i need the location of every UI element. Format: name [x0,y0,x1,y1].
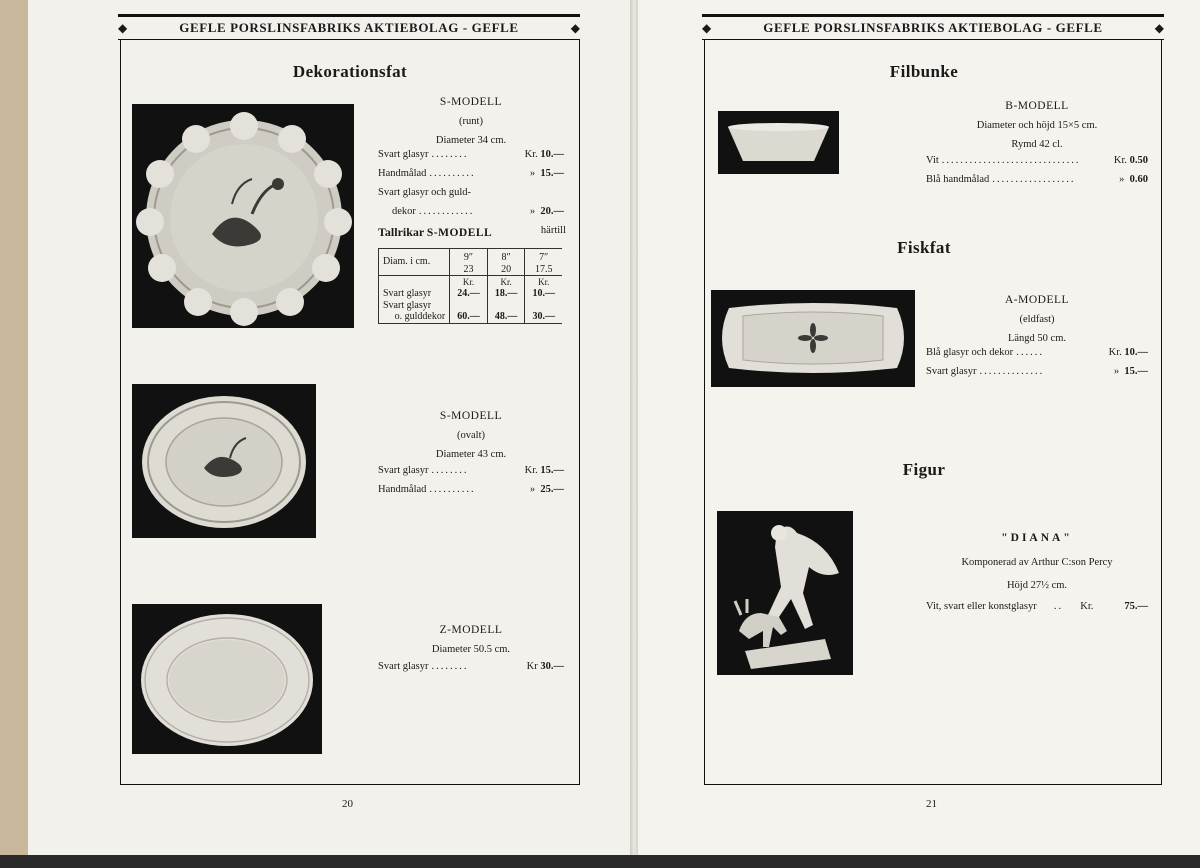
item2-block [378,406,564,464]
price-row [378,481,564,500]
price-value: 0.60 [1129,173,1148,185]
price-row [378,203,564,222]
fiskfat-title: Fiskfat [897,238,951,257]
filbunke-block [926,96,1148,154]
currency: Kr [526,661,538,672]
item1-shape: (runt) [459,115,483,127]
price-row [378,658,564,677]
scan-edge [0,855,1200,868]
right-header-text: GEFLE PORSLINSFABRIKS AKTIEBOLAG - GEFLE [763,20,1103,35]
price-label: Blå glasyr och dekor [926,347,1014,358]
plates-suffix: härtill [540,225,566,236]
currency: Kr. [1113,155,1127,166]
currency: » [1119,173,1125,185]
price-value: 30.— [540,661,564,672]
price-row [378,165,564,184]
price-label: Svart glasyr och guld- [378,186,472,198]
plates-heading [378,222,566,244]
price-label: Svart glasyr [378,661,429,672]
item2-model: S-MODELL [439,410,503,422]
price-label: Svart glasyr [378,465,429,476]
price-value: 10.— [1124,347,1148,358]
price-label: Handmålad [378,483,427,495]
price-value: 15.— [1124,365,1148,377]
price-label: Blå handmålad [926,173,990,185]
price-label: Vit [926,155,939,166]
diamond-icon: ◆ [118,21,128,35]
filbunke-title: Filbunke [889,62,959,81]
leader-dots: ...... [1016,347,1044,358]
leader-dots: ........ [431,661,469,672]
z-plate-photo [132,604,322,754]
plates-title: Tallrikar [378,225,425,239]
price-value: 0.50 [1129,155,1148,166]
table-row [379,249,563,276]
table-row [379,300,563,324]
diana-height: Höjd 27½ cm. [1006,580,1068,592]
table-cell: 8″ 20 [487,249,525,276]
currency: » [1113,365,1120,377]
table-cell: Diam. i cm. [379,249,450,276]
table-cell: Kr. 24.— [450,276,488,300]
diana-prices [926,598,1148,617]
plates-table [378,248,562,324]
fiskfat-model: A-MODELL [1004,294,1070,306]
currency: Kr. [524,465,538,476]
diamond-icon: ◆ [702,21,712,35]
leader-dots: .......... [429,483,476,495]
item2-prices [378,462,564,500]
fiskfat-block [926,290,1148,348]
item1-model: S-MODELL [439,96,503,108]
price-row [378,146,564,165]
leader-dots: .............................. [941,155,1081,166]
price-label: Svart glasyr [378,149,429,160]
table-cell: 30.— [525,300,562,324]
item1-size: Diameter 34 cm. [435,134,507,146]
currency: » [529,205,536,217]
book-gutter [630,0,638,860]
left-page-number: 20 [342,798,353,810]
price-value: 15.— [540,465,564,476]
diamond-icon: ◆ [1154,21,1164,35]
table-cell: 60.— [450,300,488,324]
price-row [926,152,1148,171]
oval-plate-photo [132,384,316,538]
fiskfat-size: Längd 50 cm. [1007,332,1067,344]
leader-dots: ........ [431,149,469,160]
diana-figure-photo [717,511,853,675]
left-header-text: GEFLE PORSLINSFABRIKS AKTIEBOLAG - GEFLE [179,20,519,35]
leader-dots: ............ [418,205,475,217]
price-value: 15.— [540,167,564,179]
price-row [926,171,1148,190]
filbunke-model: B-MODELL [1005,100,1069,112]
left-header [118,14,580,40]
price-value: 20.— [540,205,564,217]
item1-block [378,92,564,150]
table-cell: Svart glasyr o. gulddekor [379,300,450,324]
item2-shape: (ovalt) [457,429,485,441]
round-plate-photo [132,104,354,328]
fiskfat-note: (eldfast) [1019,313,1055,325]
price-value: 10.— [540,149,564,160]
item3-size: Diameter 50.5 cm. [431,643,511,655]
price-value: 75.— [1124,601,1148,612]
price-value: 25.— [540,483,564,495]
item2-size: Diameter 43 cm. [435,448,507,460]
table-cell: 9″ 23 [450,249,488,276]
table-row [379,276,563,300]
table-cell: 7″ 17.5 [525,249,562,276]
item3-model: Z-MODELL [439,624,503,636]
left-title: Dekorationsfat [292,62,408,81]
table-cell: Kr. 10.— [525,276,562,300]
price-row [378,462,564,481]
table-cell: Kr. 18.— [487,276,525,300]
table-cell: Svart glasyr [379,276,450,300]
item3-block [378,620,564,660]
item1-prices [378,146,564,222]
price-row [926,363,1148,382]
price-label: Svart glasyr [926,365,977,377]
item3-prices [378,658,564,677]
right-page-number: 21 [926,798,937,810]
table-cell: 48.— [487,300,525,324]
filbunke-volume: Rymd 42 cl. [1011,138,1063,150]
diana-designer: Komponerad av Arthur C:son Percy [961,557,1113,569]
leader-dots: .. [1053,601,1064,612]
price-row [926,598,1148,617]
leader-dots: ........ [431,465,469,476]
currency: Kr. [524,149,538,160]
diana-block [926,526,1148,597]
fiskfat-prices [926,344,1148,382]
plates-model: S-MODELL [426,227,493,239]
diamond-icon: ◆ [570,21,580,35]
currency: Kr. [1080,601,1094,612]
price-label: Vit, svart eller konstglasyr [926,601,1037,612]
price-label: Handmålad [378,167,427,179]
price-label: dekor [392,205,416,217]
leader-dots: .................. [992,173,1076,185]
filbunke-prices [926,152,1148,190]
diana-name: "DIANA" [1001,532,1073,544]
figur-title: Figur [902,460,946,479]
fish-dish-photo [711,290,915,387]
price-row [926,344,1148,363]
currency: » [529,483,536,495]
right-header [702,14,1164,40]
bowl-photo [718,111,839,174]
currency: » [529,167,536,179]
filbunke-size: Diameter och höjd 15×5 cm. [976,119,1098,131]
leader-dots: .......... [429,167,476,179]
currency: Kr. [1108,347,1122,358]
leader-dots: .............. [979,365,1045,377]
